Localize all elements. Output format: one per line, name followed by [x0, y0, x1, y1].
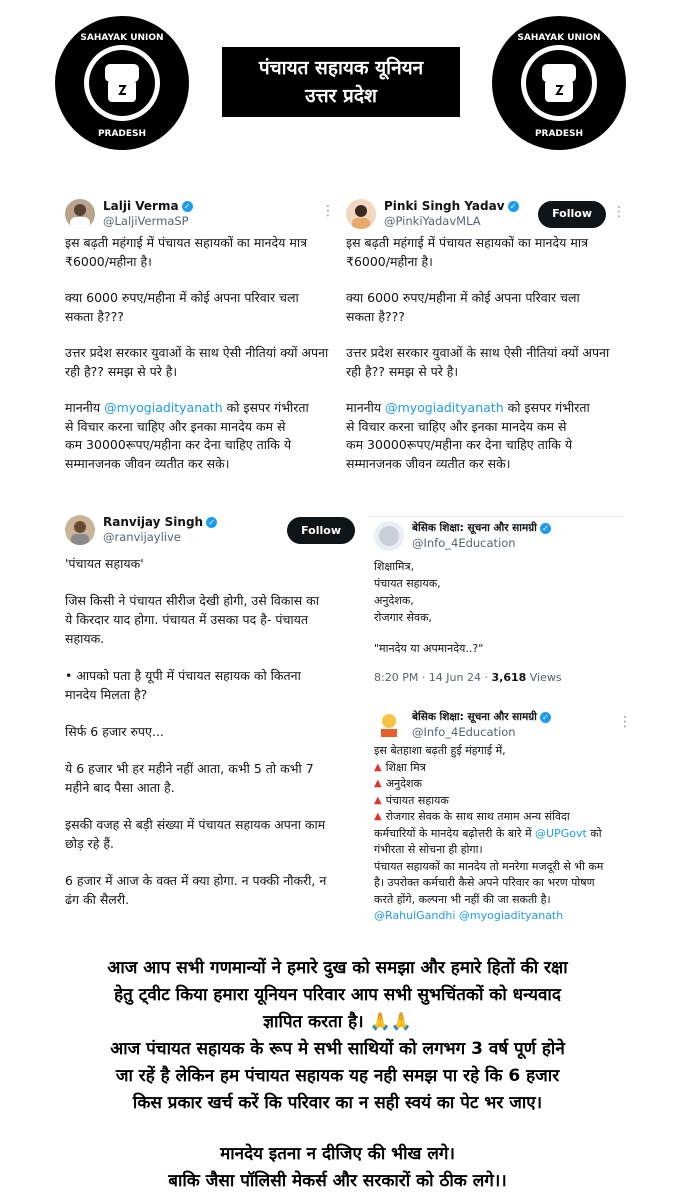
- tweet-paragraph: 'पंचायत सहायक': [65, 556, 144, 571]
- author-handle[interactable]: @ranvijaylive: [103, 530, 181, 544]
- tweet-paragraph: 6 हजार में आज के वक्त में क्या होगा. न पक्की नौकरी, न ढंग की सैलरी.: [65, 873, 327, 907]
- author-name[interactable]: Ranvijay Singh: [103, 515, 204, 529]
- author-handle[interactable]: @LaljiVermaSP: [103, 214, 189, 228]
- avatar[interactable]: [65, 199, 95, 229]
- closing-line: जा रहें है लेकिन हम पंचायत सहायक यह नही समझ पा रहे कि 6 हजार: [115, 1066, 560, 1086]
- author-name[interactable]: Lalji Verma: [103, 199, 179, 213]
- verified-badge-icon: ✓: [206, 517, 217, 528]
- text-span: माननीय: [65, 400, 105, 415]
- author-name[interactable]: Pinki Singh Yadav: [384, 199, 505, 213]
- list-item: [374, 760, 636, 777]
- text-span: को इसपर गंभीरता से विचार करना चाहिए और इनका मानदेय कम से कम 30000रूपए/महीना कर देना चाहिए ताकि ये सम्मानजनक जीवन व्यतीत कर सके।: [65, 400, 309, 471]
- red-triangle-icon: ▲: [374, 778, 382, 789]
- tweet-paragraph: जिस किसी ने पंचायत सीरीज देखी होगी, उसे विकास का ये किरदार याद होगा. पंचायत में उसका पद है- पंचायत सहायक.: [65, 593, 319, 646]
- closing-line: हेतु ट्वीट किया हमारा यूनियन परिवार आप सभी सुभचिंतकों को धन्यवाद: [114, 985, 561, 1005]
- closing-message: [0, 955, 675, 1195]
- tweet-paragraph: इस बढ़ती महंगाई में पंचायत सहायकों का मानदेय मात्र ₹6000/महीना है।: [346, 235, 588, 269]
- tweet-paragraph: क्या 6000 रुपए/महीना में कोई अपना परिवार चला सकता है???: [65, 290, 299, 324]
- closing-line: ज्ञापित करता है। 🙏🙏: [263, 1012, 412, 1032]
- tweet-paragraph: उत्तर प्रदेश सरकार युवाओं के साथ ऐसी नीतियां क्यों अपना रही है?? समझ से परे है।: [346, 345, 610, 379]
- mention-link[interactable]: @myogiadityanath: [104, 400, 223, 415]
- svg-text:PRADESH: PRADESH: [534, 129, 584, 139]
- tweet-paragraph: • आपको पता है यूपी में पंचायत सहायक को कितना मानदेय मिलता है?: [65, 668, 301, 702]
- union-title-banner: [222, 47, 460, 117]
- closing-line: किस प्रकार खर्च करें कि परिवार का न सही स्वयं का पेट भर जाए।: [132, 1093, 543, 1113]
- tweet-paragraph: इसकी वजह से बड़ी संख्या में पंचायत सहायक अपना काम छोड़ रहे हैं.: [65, 817, 326, 851]
- banner-subtitle: उत्तर प्रदेश: [305, 85, 377, 107]
- more-options-icon[interactable]: ⋮: [321, 203, 335, 219]
- tweet-paragraph: [346, 399, 626, 473]
- author-handle[interactable]: @PinkiYadavMLA: [384, 214, 481, 228]
- text-span: को गंभीरता से सोचना ही होगा।: [374, 826, 602, 856]
- mention-link[interactable]: @myogiadityanath: [385, 400, 504, 415]
- tweet-divider: [368, 516, 624, 517]
- avatar[interactable]: [374, 710, 404, 740]
- tweet-paragraph: क्या 6000 रुपए/महीना में कोई अपना परिवार चला सकता है???: [346, 290, 580, 324]
- text-span: कर्मचारियों के मानदेय बढ़ोत्तरी के बारे में: [374, 826, 536, 840]
- list-item: [374, 776, 636, 793]
- svg-text:SAHAYAK UNION: SAHAYAK UNION: [80, 33, 164, 43]
- mention-link[interactable]: @UPGovt: [535, 826, 587, 840]
- avatar[interactable]: [346, 199, 376, 229]
- list-item: [374, 793, 636, 810]
- closing-line: आज आप सभी गणमान्यों ने हमारे दुख को समझा और हमारे हितों की रक्षा: [107, 958, 568, 978]
- tweet-intro: इस बेतहाशा बढ़ती हुई मंहगाई में,: [374, 744, 506, 757]
- text-span: को इसपर गंभीरता से विचार करना चाहिए और इनका मानदेय कम से कम 30000रूपए/महीना कर देना चाहिए ताकि ये सम्मानजनक जीवन व्यतीत कर सके।: [346, 400, 590, 471]
- list-item-text: शिक्षा मित्र: [385, 760, 426, 774]
- red-triangle-icon: ▲: [374, 811, 382, 822]
- tweet-pinki-singh-yadav[interactable]: [346, 196, 626, 473]
- list-item-text: अनुदेशक: [385, 777, 422, 790]
- verified-badge-icon: ✓: [182, 201, 193, 212]
- union-logo-left: [53, 14, 191, 152]
- author-name[interactable]: बेसिक शिक्षा: सूचना और सामग्री: [412, 711, 537, 723]
- tweet-paragraph: उत्तर प्रदेश सरकार युवाओं के साथ ऐसी नीतियां क्यों अपना रही है?? समझ से परे है।: [65, 345, 329, 379]
- tweet-timestamp[interactable]: 8:20 PM · 14 Jun 24 ·: [374, 671, 492, 684]
- list-item: [374, 809, 636, 826]
- tweet-meta: [374, 669, 624, 686]
- author-handle[interactable]: @Info_4Education: [412, 536, 516, 550]
- verified-badge-icon: ✓: [540, 712, 551, 723]
- closing-line: आज पंचायत सहायक के रूप मे सभी साथियों को लगभग 3 वर्ष पूर्ण होने: [110, 1039, 565, 1059]
- tweet-ranvijay-singh[interactable]: [65, 512, 355, 909]
- verified-badge-icon: ✓: [508, 201, 519, 212]
- tweet-basic-shiksha-2[interactable]: [374, 707, 636, 925]
- red-triangle-icon: ▲: [374, 761, 382, 773]
- tweet-paragraph: "मानदेय या अपमानदेय..?": [374, 642, 484, 655]
- author-handle[interactable]: @Info_4Education: [412, 725, 516, 739]
- tweet-paragraph: इस बढ़ती महंगाई में पंचायत सहायकों का मानदेय मात्र ₹6000/महीना है।: [65, 235, 307, 269]
- tweet-paragraph: [374, 826, 636, 859]
- red-triangle-icon: ▲: [374, 794, 382, 806]
- avatar[interactable]: [374, 521, 404, 551]
- banner-title: पंचायत सहायक यूनियन: [258, 57, 424, 79]
- views-label: Views: [526, 671, 562, 684]
- follow-button[interactable]: Follow: [538, 201, 606, 228]
- more-options-icon[interactable]: ⋮: [618, 714, 632, 730]
- closing-line: मानदेय इतना न दीजिए की भीख लगे।: [220, 1144, 455, 1164]
- list-item-text: पंचायत सहायक: [385, 793, 449, 807]
- union-logo-right: [490, 14, 628, 152]
- svg-text:PRADESH: PRADESH: [97, 129, 147, 139]
- follow-button[interactable]: Follow: [287, 517, 355, 544]
- avatar[interactable]: [65, 515, 95, 545]
- author-name[interactable]: बेसिक शिक्षा: सूचना और सामग्री: [412, 522, 537, 534]
- mention-link[interactable]: @RahulGandhi @myogiadityanath: [374, 909, 564, 922]
- tweet-paragraph: [65, 399, 335, 473]
- more-options-icon[interactable]: ⋮: [612, 204, 626, 220]
- verified-badge-icon: ✓: [540, 523, 551, 534]
- tweet-lalji-verma[interactable]: [65, 196, 335, 473]
- tweet-paragraph: पंचायत सहायकों का मानदेय तो मनरेगा मजदूरी से भी कम है। उपरोक्त कर्मचारी कैसे अपने परिवार का भरण पोषण करते होंगे, कल्पना भी नहीं की जा सकती है।: [374, 859, 604, 906]
- tweet-paragraph: शिक्षामित्र, पंचायत सहायक, अनुदेशक, रोजगार सेवक,: [374, 560, 441, 624]
- tweet-basic-shiksha-1[interactable]: [374, 518, 624, 686]
- tweet-paragraph: ये 6 हजार भी हर महीने नहीं आता, कभी 5 तो कभी 7 महीने बाद पैसा आता है.: [65, 761, 314, 795]
- view-count: 3,618: [491, 671, 527, 684]
- list-item-text: रोजगार सेवक के साथ साथ तमाम अन्य संविदा: [385, 810, 570, 823]
- svg-text:SAHAYAK UNION: SAHAYAK UNION: [517, 33, 601, 43]
- text-span: माननीय: [346, 400, 386, 415]
- tweet-paragraph: सिर्फ 6 हजार रुपए...: [65, 724, 164, 739]
- closing-line: बाकि जैसा पॉलिसी मेकर्स और सरकारों को ठीक लगे।।: [168, 1171, 507, 1191]
